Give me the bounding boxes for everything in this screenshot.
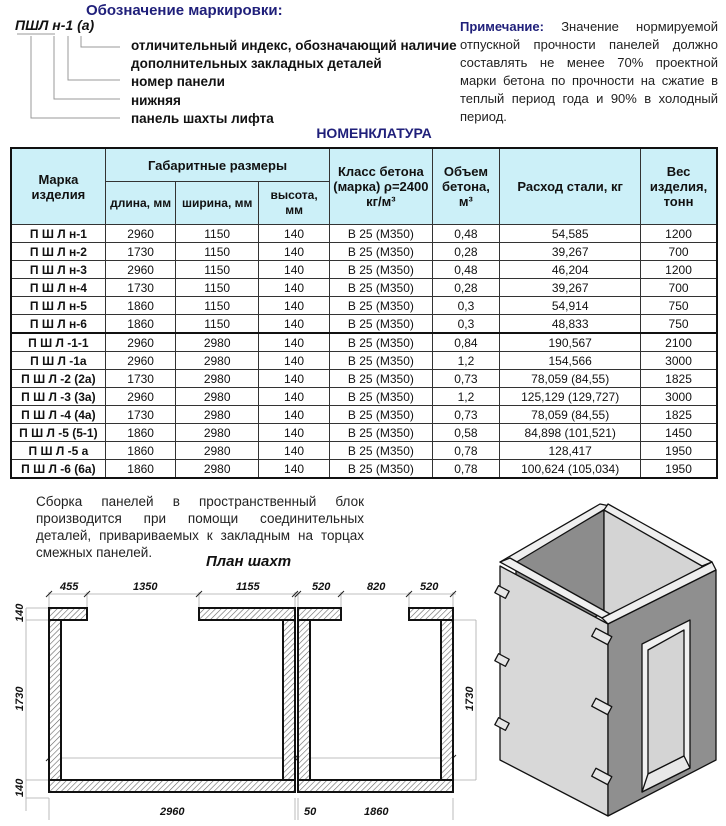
table-row <box>11 333 717 352</box>
note <box>460 18 718 126</box>
cell-steel: 54,914 <box>500 297 641 315</box>
cell-length: 2960 <box>105 388 176 406</box>
cell-mark: П Ш Л н-6 <box>11 315 105 334</box>
cell-length: 1730 <box>105 279 176 297</box>
cell-cls: В 25 (М350) <box>330 297 432 315</box>
cell-mark: П Ш Л -2 (2а) <box>11 370 105 388</box>
cell-cls: В 25 (М350) <box>330 442 432 460</box>
cell-mark: П Ш Л н-1 <box>11 225 105 243</box>
cell-height: 140 <box>258 279 329 297</box>
cell-cls: В 25 (М350) <box>330 279 432 297</box>
cell-cls: В 25 (М350) <box>330 225 432 243</box>
cell-width: 2980 <box>176 442 258 460</box>
header-mark: Марка изделия <box>11 148 105 225</box>
cell-width: 1150 <box>176 243 258 261</box>
cell-width: 1150 <box>176 315 258 334</box>
dim-140-top: 140 <box>14 603 26 622</box>
cell-weight: 1825 <box>641 370 717 388</box>
cell-mark: П Ш Л -4 (4а) <box>11 406 105 424</box>
cell-steel: 46,204 <box>500 261 641 279</box>
cell-width: 2980 <box>176 406 258 424</box>
cell-length: 1730 <box>105 406 176 424</box>
nomenclature-body <box>11 225 717 479</box>
cell-width: 1150 <box>176 297 258 315</box>
cell-steel: 39,267 <box>500 279 641 297</box>
cell-weight: 1450 <box>641 424 717 442</box>
dim-1730-right: 1730 <box>464 686 476 711</box>
cell-weight: 750 <box>641 297 717 315</box>
cell-weight: 1825 <box>641 406 717 424</box>
cell-vol: 0,84 <box>432 333 500 352</box>
cell-height: 140 <box>258 261 329 279</box>
cell-mark: П Ш Л -3 (3а) <box>11 388 105 406</box>
cell-height: 140 <box>258 424 329 442</box>
cell-length: 1860 <box>105 442 176 460</box>
cell-weight: 3000 <box>641 352 717 370</box>
dim-1155: 1155 <box>236 581 260 593</box>
cell-height: 140 <box>258 333 329 352</box>
dim-520-right: 520 <box>420 581 439 593</box>
table-row <box>11 388 717 406</box>
cell-cls: В 25 (М350) <box>330 370 432 388</box>
cell-mark: П Ш Л н-2 <box>11 243 105 261</box>
table-row <box>11 243 717 261</box>
cell-vol: 0,48 <box>432 261 500 279</box>
cell-vol: 0,78 <box>432 442 500 460</box>
table-row <box>11 460 717 479</box>
header-height: высота, мм <box>258 182 329 225</box>
shaft-plan-drawing <box>0 575 480 826</box>
cell-vol: 0,73 <box>432 406 500 424</box>
cell-steel: 84,898 (101,521) <box>500 424 641 442</box>
plan-title: План шахт <box>206 553 292 570</box>
table-row <box>11 424 717 442</box>
cell-weight: 700 <box>641 279 717 297</box>
dim-140-bottom: 140 <box>14 778 26 797</box>
header-volume: Объем бетона, м³ <box>432 148 500 225</box>
cell-height: 140 <box>258 297 329 315</box>
cell-vol: 0,48 <box>432 225 500 243</box>
header-steel: Расход стали, кг <box>500 148 641 225</box>
dim-1350: 1350 <box>133 581 158 593</box>
cell-steel: 78,059 (84,55) <box>500 370 641 388</box>
cell-height: 140 <box>258 388 329 406</box>
cell-steel: 54,585 <box>500 225 641 243</box>
cell-vol: 1,2 <box>432 388 500 406</box>
marking-legend-lower: нижняя <box>131 93 181 108</box>
cell-mark: П Ш Л н-3 <box>11 261 105 279</box>
cell-steel: 128,417 <box>500 442 641 460</box>
cell-vol: 0,73 <box>432 370 500 388</box>
cell-height: 140 <box>258 315 329 334</box>
cell-vol: 1,2 <box>432 352 500 370</box>
table-row <box>11 370 717 388</box>
table-row <box>11 442 717 460</box>
cell-mark: П Ш Л -5 а <box>11 442 105 460</box>
marking-legend-index: отличительный индекс, обозначающий наличие <box>131 38 457 53</box>
marking-legend-number: номер панели <box>131 74 225 89</box>
cell-cls: В 25 (М350) <box>330 460 432 479</box>
cell-steel: 125,129 (129,727) <box>500 388 641 406</box>
cell-height: 140 <box>258 460 329 479</box>
cell-width: 1150 <box>176 225 258 243</box>
cell-mark: П Ш Л -1а <box>11 352 105 370</box>
cell-weight: 1950 <box>641 442 717 460</box>
cell-cls: В 25 (М350) <box>330 424 432 442</box>
cell-width: 2980 <box>176 333 258 352</box>
marking-title: Обозначение маркировки: <box>86 2 283 19</box>
note-label: Примечание: <box>460 19 544 34</box>
header-weight: Вес изделия, тонн <box>641 148 717 225</box>
cell-steel: 154,566 <box>500 352 641 370</box>
table-row <box>11 352 717 370</box>
cell-steel: 39,267 <box>500 243 641 261</box>
cell-length: 1730 <box>105 243 176 261</box>
cell-mark: П Ш Л -5 (5-1) <box>11 424 105 442</box>
table-row <box>11 315 717 334</box>
cell-weight: 1200 <box>641 261 717 279</box>
cell-length: 1730 <box>105 370 176 388</box>
cell-height: 140 <box>258 243 329 261</box>
cell-mark: П Ш Л -6 (6а) <box>11 460 105 479</box>
table-row <box>11 279 717 297</box>
cell-height: 140 <box>258 442 329 460</box>
cell-length: 1860 <box>105 460 176 479</box>
marking-leader-lines <box>0 0 140 130</box>
cell-weight: 1200 <box>641 225 717 243</box>
cell-vol: 0,28 <box>432 279 500 297</box>
cell-width: 1150 <box>176 261 258 279</box>
cell-vol: 0,28 <box>432 243 500 261</box>
cell-cls: В 25 (М350) <box>330 406 432 424</box>
cell-length: 1860 <box>105 297 176 315</box>
dim-455: 455 <box>60 581 79 593</box>
dim-1860: 1860 <box>364 806 389 818</box>
cell-steel: 48,833 <box>500 315 641 334</box>
cell-cls: В 25 (М350) <box>330 261 432 279</box>
cell-height: 140 <box>258 370 329 388</box>
table-row <box>11 297 717 315</box>
header-length: длина, мм <box>105 182 176 225</box>
marking-code: ПШЛ н-1 (а) <box>15 17 95 33</box>
cell-vol: 0,58 <box>432 424 500 442</box>
cell-cls: В 25 (М350) <box>330 388 432 406</box>
dim-2960: 2960 <box>160 806 185 818</box>
dim-820: 820 <box>367 581 386 593</box>
dim-50: 50 <box>304 806 317 818</box>
cell-height: 140 <box>258 406 329 424</box>
cell-mark: П Ш Л н-5 <box>11 297 105 315</box>
cell-steel: 100,624 (105,034) <box>500 460 641 479</box>
cell-cls: В 25 (М350) <box>330 315 432 334</box>
cell-length: 2960 <box>105 225 176 243</box>
cell-width: 2980 <box>176 370 258 388</box>
cell-length: 2960 <box>105 261 176 279</box>
cell-length: 1860 <box>105 315 176 334</box>
cell-weight: 750 <box>641 315 717 334</box>
cell-weight: 2100 <box>641 333 717 352</box>
nomenclature-title: НОМЕНКЛАТУРА <box>316 125 432 141</box>
cell-mark: П Ш Л -1-1 <box>11 333 105 352</box>
marking-legend-index-cont: дополнительных закладных деталей <box>131 56 382 71</box>
marking-legend-panel: панель шахты лифта <box>131 111 274 126</box>
nomenclature-table <box>10 147 718 479</box>
dim-1730-left: 1730 <box>14 686 26 711</box>
cell-steel: 78,059 (84,55) <box>500 406 641 424</box>
header-width: ширина, мм <box>176 182 258 225</box>
cell-length: 2960 <box>105 333 176 352</box>
cell-height: 140 <box>258 352 329 370</box>
table-row <box>11 261 717 279</box>
cell-width: 2980 <box>176 388 258 406</box>
cell-mark: П Ш Л н-4 <box>11 279 105 297</box>
assembly-text: Сборка панелей в пространственный блок производится при помощи соединительных деталей, привариваемых к закладным на торцах смежных панелей. <box>36 494 364 560</box>
cell-vol: 0,3 <box>432 315 500 334</box>
cell-length: 2960 <box>105 352 176 370</box>
note-text: Значение нормируемой отпускной прочности панелей должно составлять не менее 70% проектной марки бетона по прочности на сжатие в теплый период года и 90% в холодный период. <box>460 19 718 124</box>
cell-vol: 0,3 <box>432 297 500 315</box>
header-dims: Габаритные размеры <box>105 148 329 182</box>
cell-weight: 1950 <box>641 460 717 479</box>
cell-cls: В 25 (М350) <box>330 243 432 261</box>
cell-width: 2980 <box>176 424 258 442</box>
cell-width: 2980 <box>176 352 258 370</box>
cell-weight: 700 <box>641 243 717 261</box>
cell-height: 140 <box>258 225 329 243</box>
dim-520-left: 520 <box>312 581 331 593</box>
cell-width: 1150 <box>176 279 258 297</box>
cell-cls: В 25 (М350) <box>330 352 432 370</box>
header-concrete-class: Класс бетона (марка) ρ=2400 кг/м³ <box>330 148 432 225</box>
table-row <box>11 225 717 243</box>
cell-cls: В 25 (М350) <box>330 333 432 352</box>
shaft-block-isometric-illustration <box>480 490 726 826</box>
cell-steel: 190,567 <box>500 333 641 352</box>
cell-weight: 3000 <box>641 388 717 406</box>
table-row <box>11 406 717 424</box>
cell-width: 2980 <box>176 460 258 479</box>
cell-length: 1860 <box>105 424 176 442</box>
cell-vol: 0,78 <box>432 460 500 479</box>
